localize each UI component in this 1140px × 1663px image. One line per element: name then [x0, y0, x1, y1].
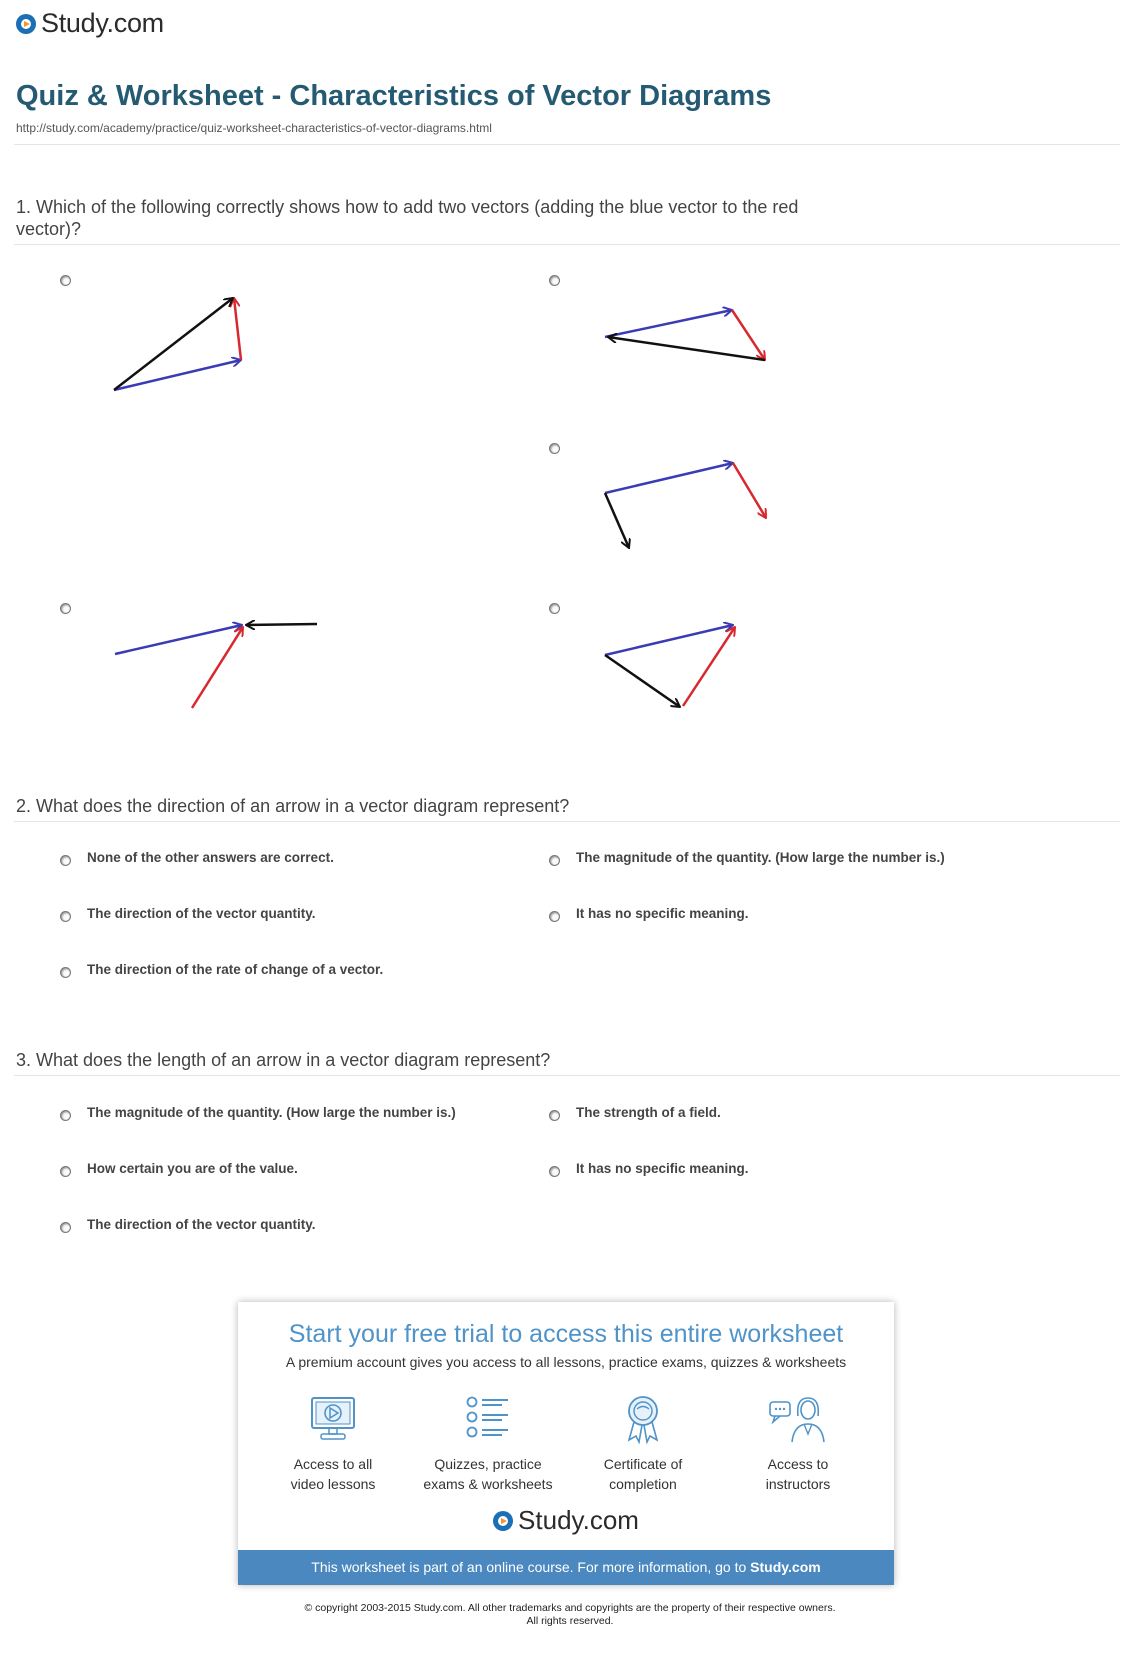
black-vector — [605, 655, 680, 707]
q2-option-b-label[interactable]: The magnitude of the quantity. (How large the number is.) — [576, 850, 945, 865]
feature-video-lessons-line1: Access to all — [293, 1456, 373, 1472]
q1-option-d-diagram — [100, 610, 320, 710]
question-3-number: 3. — [16, 1050, 32, 1070]
question-2-text: What does the direction of an arrow in a vector diagram represent? — [36, 796, 570, 816]
question-1 — [16, 196, 896, 240]
red-vector — [192, 627, 243, 708]
feature-certificate-line2: completion — [609, 1476, 677, 1492]
feature-quizzes — [413, 1394, 563, 1494]
red-vector — [733, 463, 766, 518]
promo-bar-link[interactable]: Study.com — [750, 1559, 821, 1575]
promo-logo-wordmark: Study.com — [518, 1505, 639, 1535]
q1-option-a-radio[interactable] — [60, 275, 71, 286]
promo-subtitle: A premium account gives you access to all lessons, practice exams, quizzes & worksheets — [285, 1354, 847, 1370]
feature-instructors-line2: instructors — [765, 1476, 831, 1492]
black-vector — [605, 493, 629, 548]
q2-option-c-radio[interactable] — [60, 911, 71, 922]
feature-video-lessons-line2: video lessons — [290, 1476, 376, 1492]
q2-option-c-label[interactable]: The direction of the vector quantity. — [87, 906, 316, 921]
question-2 — [16, 795, 569, 817]
certificate-icon — [617, 1394, 669, 1444]
play-logo-icon — [493, 1511, 513, 1531]
q3-option-c-label[interactable]: How certain you are of the value. — [87, 1161, 298, 1176]
q2-option-e-label[interactable]: The direction of the rate of change of a vector. — [87, 962, 384, 977]
instructor-icon — [768, 1394, 828, 1444]
q2-option-a-radio[interactable] — [60, 855, 71, 866]
blue-vector — [605, 310, 732, 337]
page-url[interactable]: http://study.com/academy/practice/quiz-worksheet-characteristics-of-vector-diagrams.html — [16, 121, 492, 135]
promo-bar-text: This worksheet is part of an online course. For more information, go to — [311, 1559, 747, 1575]
blue-vector — [115, 625, 242, 654]
feature-quizzes-line2: exams & worksheets — [423, 1476, 553, 1492]
q1-option-e-diagram — [600, 615, 780, 715]
feature-video-lessons — [258, 1394, 408, 1494]
q3-option-b-radio[interactable] — [549, 1110, 560, 1121]
q1-option-e-radio[interactable] — [549, 603, 560, 614]
q2-option-a-label[interactable]: None of the other answers are correct. — [87, 850, 334, 865]
red-vector — [683, 627, 735, 706]
q3-option-d-label[interactable]: It has no specific meaning. — [576, 1161, 749, 1176]
question-1-text-cont: vector)? — [16, 219, 82, 239]
q1-option-d-radio[interactable] — [60, 603, 71, 614]
divider — [14, 1075, 1120, 1076]
q2-option-d-radio[interactable] — [549, 911, 560, 922]
feature-certificate-line1: Certificate of — [603, 1456, 683, 1472]
black-vector — [246, 624, 317, 625]
feature-certificate — [568, 1394, 718, 1494]
play-logo-icon — [16, 14, 36, 34]
q3-option-e-label[interactable]: The direction of the vector quantity. — [87, 1217, 316, 1232]
question-1-number: 1. — [16, 197, 32, 217]
q1-option-b-diagram — [600, 295, 780, 375]
copyright-line2: All rights reserved. — [526, 1615, 614, 1627]
page-title: Quiz & Worksheet - Characteristics of Vector Diagrams — [16, 80, 772, 112]
q1-option-c-radio[interactable] — [549, 443, 560, 454]
divider — [14, 821, 1120, 822]
question-1-text: Which of the following correctly shows how to add two vectors (adding the blue vector to the red — [36, 197, 799, 217]
blue-vector — [605, 463, 733, 493]
quiz-list-icon — [462, 1394, 514, 1444]
q1-option-c-diagram — [600, 455, 780, 555]
divider — [14, 244, 1120, 245]
video-lessons-icon — [307, 1394, 359, 1444]
feature-instructors-line1: Access to — [767, 1456, 829, 1472]
feature-quizzes-line1: Quizzes, practice — [434, 1456, 542, 1472]
promo-logo[interactable] — [238, 1505, 894, 1536]
divider — [14, 144, 1120, 145]
premium-promo — [238, 1302, 894, 1585]
red-vector — [234, 298, 241, 360]
q2-option-e-radio[interactable] — [60, 967, 71, 978]
question-3 — [16, 1049, 550, 1071]
question-2-number: 2. — [16, 796, 32, 816]
study-logo[interactable] — [16, 8, 164, 39]
q2-option-b-radio[interactable] — [549, 855, 560, 866]
q1-option-a-diagram — [100, 290, 260, 400]
blue-vector — [605, 625, 733, 655]
copyright — [0, 1602, 1140, 1628]
q3-option-a-radio[interactable] — [60, 1110, 71, 1121]
q3-option-e-radio[interactable] — [60, 1222, 71, 1233]
black-vector — [608, 337, 765, 360]
feature-instructors — [723, 1394, 873, 1494]
q3-option-b-label[interactable]: The strength of a field. — [576, 1105, 721, 1120]
promo-info-bar — [238, 1550, 894, 1585]
q3-option-d-radio[interactable] — [549, 1166, 560, 1177]
promo-title[interactable]: Start your free trial to access this entire worksheet — [288, 1320, 844, 1348]
q3-option-a-label[interactable]: The magnitude of the quantity. (How large the number is.) — [87, 1105, 456, 1120]
logo-wordmark: Study.com — [41, 8, 164, 38]
q3-option-c-radio[interactable] — [60, 1166, 71, 1177]
q2-option-d-label[interactable]: It has no specific meaning. — [576, 906, 749, 921]
question-3-text: What does the length of an arrow in a vector diagram represent? — [36, 1050, 551, 1070]
red-vector — [732, 310, 765, 360]
q1-option-b-radio[interactable] — [549, 275, 560, 286]
copyright-line1: © copyright 2003-2015 Study.com. All other trademarks and copyrights are the property of their respective owners. — [304, 1602, 836, 1614]
